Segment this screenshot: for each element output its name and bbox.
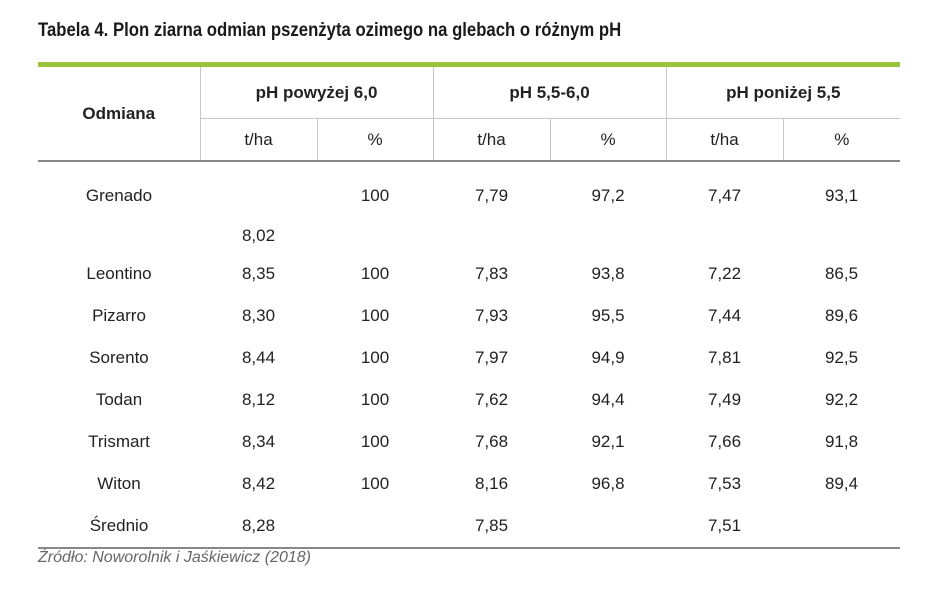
table-cell: 7,53	[707, 474, 742, 493]
variety-column-header: Odmiana	[38, 67, 200, 161]
table-row	[38, 295, 900, 337]
variety-name: Grenado	[85, 186, 153, 205]
unit-header-pct: %	[783, 119, 900, 162]
table-cell: 8,16	[474, 474, 509, 493]
table-cell: 93,1	[824, 186, 859, 205]
table-cell: 96,8	[591, 474, 625, 493]
table-cell: 100	[360, 186, 390, 205]
table-cell: 7,85	[433, 505, 550, 548]
table-cell: 8,35	[241, 264, 276, 283]
table-cell: 100	[360, 474, 390, 493]
unit-header-tha: t/ha	[666, 119, 783, 162]
table-row	[38, 253, 900, 295]
yield-table	[38, 67, 900, 549]
group-header-ph-below-5-5: pH poniżej 5,5	[666, 67, 900, 119]
table-row-average	[38, 505, 900, 548]
table-cell: 100	[360, 432, 390, 451]
table-cell: 7,81	[707, 348, 742, 367]
table-cell: 7,66	[707, 432, 742, 451]
unit-header-tha: t/ha	[433, 119, 550, 162]
group-header-ph-above-6: pH powyżej 6,0	[200, 67, 433, 119]
table-row	[38, 463, 900, 505]
table-cell: 7,79	[474, 186, 509, 205]
table-cell: 7,22	[707, 264, 742, 283]
table-cell: 100	[360, 390, 390, 409]
variety-name: Pizarro	[92, 306, 146, 325]
table-cell: 8,02	[241, 226, 276, 245]
table-cell: 95,5	[591, 306, 625, 325]
variety-name: Todan	[95, 390, 143, 409]
group-header-ph-5-5-6: pH 5,5-6,0	[433, 67, 666, 119]
table-cell: 8,34	[241, 432, 276, 451]
variety-name: Sorento	[89, 348, 149, 367]
table-cell: 86,5	[824, 264, 859, 283]
table-cell: 8,12	[241, 390, 276, 409]
table-cell: 7,44	[707, 306, 742, 325]
unit-header-pct: %	[550, 119, 666, 162]
table-row	[38, 379, 900, 421]
table-cell: 7,93	[474, 306, 509, 325]
table-cell	[783, 505, 900, 548]
table-cell: 7,47	[707, 186, 742, 205]
table-cell: 100	[360, 348, 390, 367]
table-row	[38, 337, 900, 379]
table-cell: 100	[360, 264, 390, 283]
table-cell: 7,49	[707, 390, 742, 409]
variety-name: Trismart	[88, 432, 150, 451]
table-cell: 8,30	[241, 306, 276, 325]
table-row	[38, 161, 900, 253]
table-cell: 92,2	[824, 390, 859, 409]
table-cell: 92,5	[824, 348, 859, 367]
table-cell: 7,83	[474, 264, 509, 283]
table-cell: 91,8	[824, 432, 859, 451]
table-title: Tabela 4. Plon ziarna odmian pszenżyta ozimego na glebach o różnym pH	[38, 20, 622, 41]
table-row	[38, 421, 900, 463]
table-cell	[550, 505, 666, 548]
table-cell: 93,8	[591, 264, 625, 283]
table-cell: 97,2	[591, 186, 625, 205]
table-cell: 7,62	[474, 390, 509, 409]
table-cell: 8,28	[200, 505, 317, 548]
table-cell: 7,68	[474, 432, 509, 451]
table-cell: 89,6	[824, 306, 859, 325]
variety-name: Witon	[97, 474, 141, 493]
table-cell: 7,51	[666, 505, 783, 548]
table-cell: 94,4	[591, 390, 625, 409]
table-cell: 94,9	[591, 348, 625, 367]
table-cell: 7,97	[474, 348, 509, 367]
unit-header-tha: t/ha	[200, 119, 317, 162]
variety-name: Średnio	[38, 505, 200, 548]
unit-header-pct: %	[317, 119, 433, 162]
table-cell	[317, 505, 433, 548]
source-note: Źródło: Noworolnik i Jaśkiewicz (2018)	[38, 549, 311, 566]
table-cell: 8,44	[241, 348, 276, 367]
variety-name: Leontino	[86, 264, 152, 283]
table-cell: 89,4	[824, 474, 859, 493]
table-cell: 92,1	[591, 432, 625, 451]
table-cell: 100	[360, 306, 390, 325]
table-cell: 8,42	[241, 474, 276, 493]
